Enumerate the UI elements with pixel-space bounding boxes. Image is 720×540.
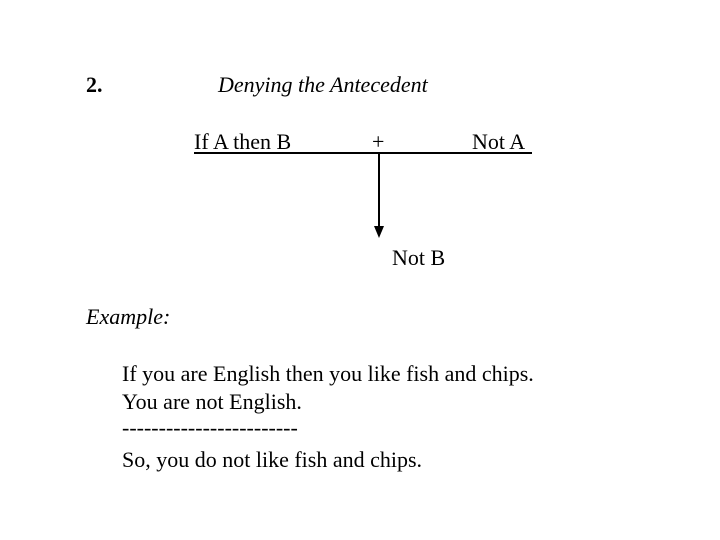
slide-number: 2. [86,72,103,97]
example-premise-2: You are not English. [122,389,302,414]
example-conclusion: So, you do not like fish and chips. [122,447,423,472]
example-label: Example: [86,304,171,329]
plus-connector: + [372,129,385,154]
slide-title: Denying the Antecedent [218,72,428,97]
example-divider: ------------------------ [122,415,298,440]
inference-arrowhead [374,226,384,238]
premise-not-a: Not A [472,129,526,154]
example-premise-1: If you are English then you like fish and chips. [122,361,534,386]
conclusion-not-b: Not B [392,245,446,270]
premise-if-a-then-b: If A then B [194,129,292,154]
